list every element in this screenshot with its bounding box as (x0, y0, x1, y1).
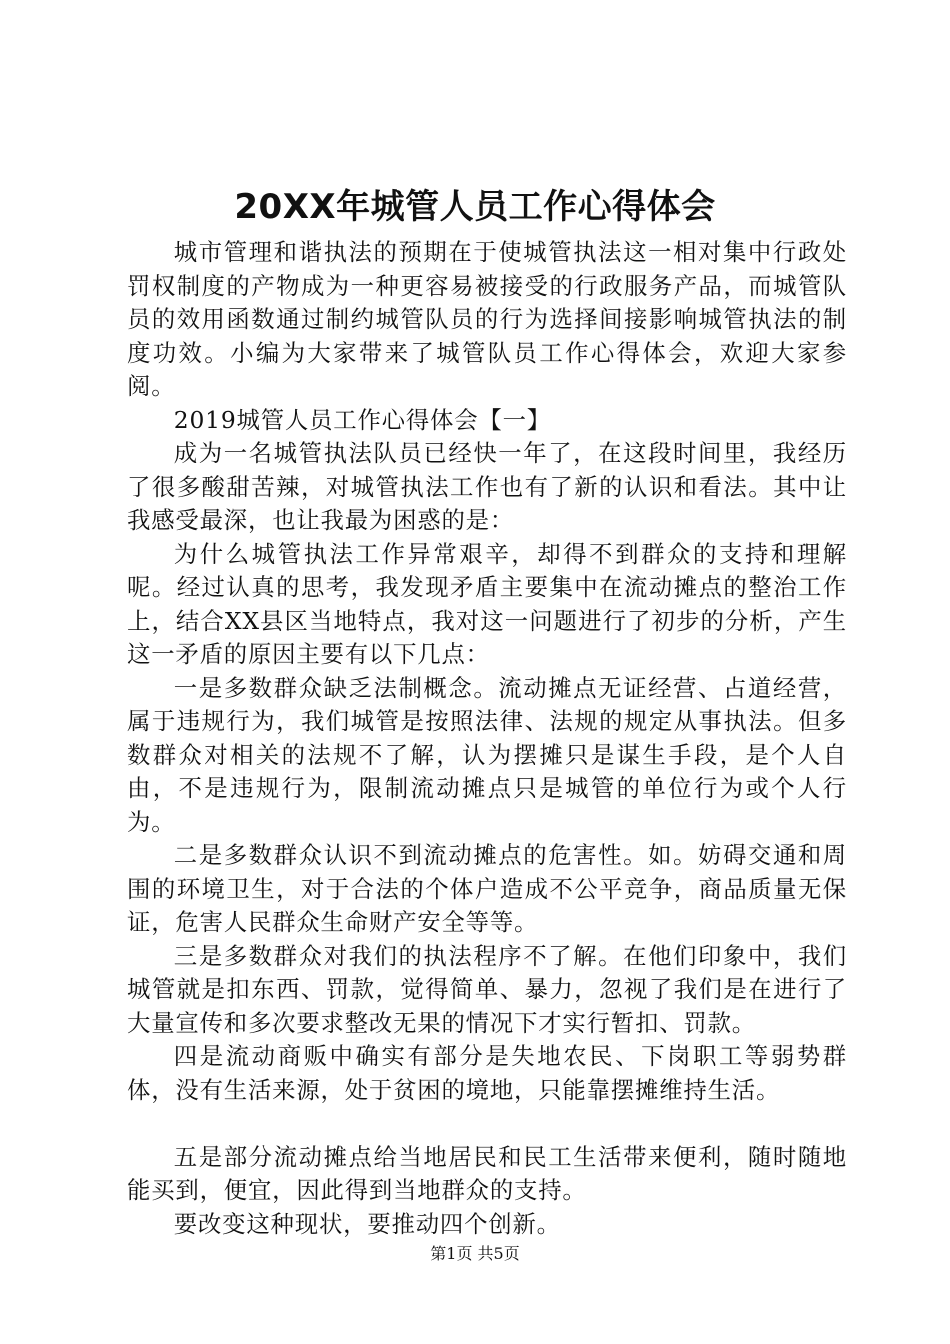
point-three-paragraph: 三是多数群众对我们的执法程序不了解。在他们印象中，我们城管就是扣东西、罚款，觉得简单、暴力，忽视了我们是在进行了大量宣传和多次要求整改无果的情况下才实行暂扣、罚款。 (127, 941, 847, 1037)
document-body (127, 236, 847, 1241)
page-footer: 第1页 共5页 (430, 1244, 520, 1263)
conclusion-paragraph: 要改变这种现状，要推动四个创新。 (173, 1209, 561, 1238)
point-two-paragraph: 二是多数群众认识不到流动摊点的危害性。如。妨碍交通和周围的环境卫生，对于合法的个体户造成不公平竞争，商品质量无保证，危害人民群众生命财产安全等等。 (127, 841, 847, 936)
point-four-paragraph: 四是流动商贩中确实有部分是失地农民、下岗职工等弱势群体，没有生活来源，处于贫困的境地，只能靠摆摊维持生活。 (127, 1042, 847, 1104)
body-paragraph: 为什么城管执法工作异常艰辛，却得不到群众的支持和理解呢。经过认真的思考，我发现矛盾主要集中在流动摊点的整治工作上，结合XX县区当地特点，我对这一问题进行了初步的分析，产生这一矛盾的原因主要有以下几点： (127, 539, 847, 668)
document-title: 20XX年城管人员工作心得体会 (234, 187, 716, 227)
section-heading: 2019城管人员工作心得体会【一】 (173, 405, 552, 434)
body-paragraph: 成为一名城管执法队员已经快一年了，在这段时间里，我经历了很多酸甜苦辣，对城管执法工作也有了新的认识和看法。其中让我感受最深，也让我最为困惑的是： (127, 439, 847, 534)
point-one-paragraph: 一是多数群众缺乏法制概念。流动摊点无证经营、占道经营，属于违规行为，我们城管是按照法律、法规的规定从事执法。但多数群众对相关的法规不了解，认为摆摊只是谋生手段，是个人自由，不是违规行为，限制流动摊点只是城管的单位行为或个人行为。 (127, 673, 847, 836)
point-five-paragraph: 五是部分流动摊点给当地居民和民工生活带来便利，随时随地能买到，便宜，因此得到当地群众的支持。 (127, 1142, 847, 1204)
intro-paragraph: 城市管理和谐执法的预期在于使城管执法这一相对集中行政处罚权制度的产物成为一种更容易被接受的行政服务产品，而城管队员的效用函数通过制约城管队员的行为选择间接影响城管执法的制度功效。小编为大家带来了城管队员工作心得体会，欢迎大家参阅。 (127, 238, 847, 400)
